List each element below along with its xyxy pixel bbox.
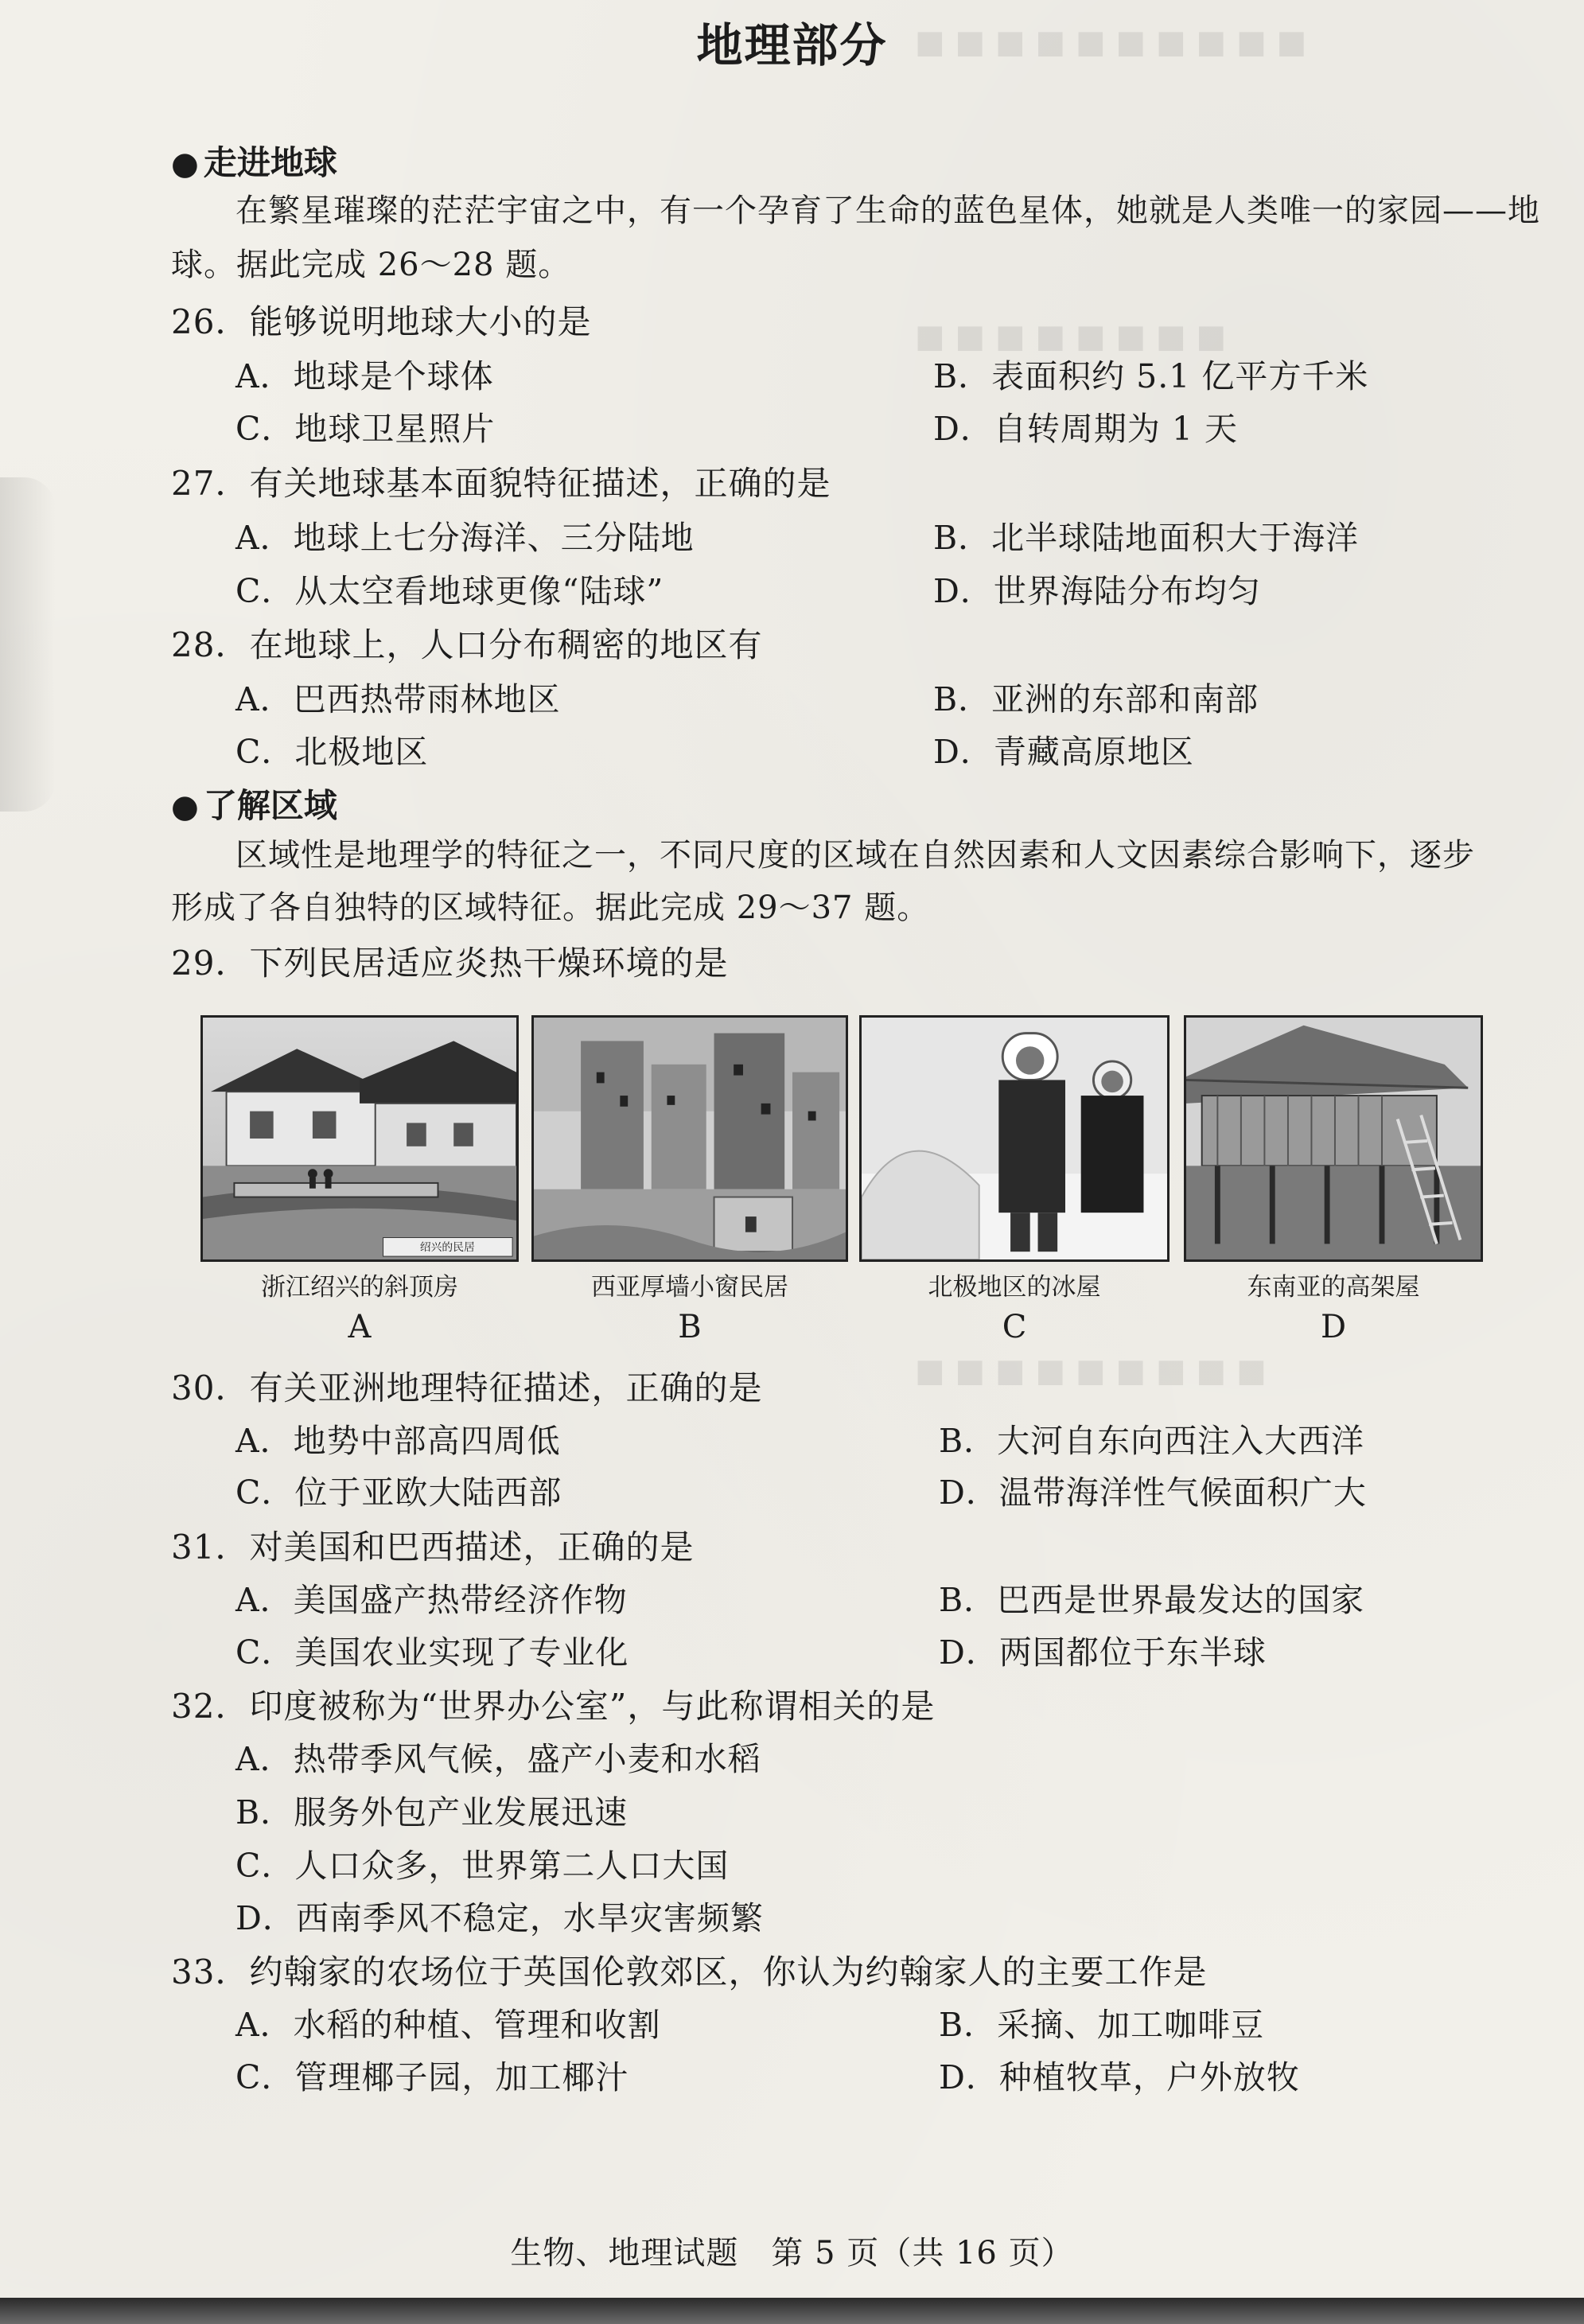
photo-watermark: 绍兴的民居	[419, 1241, 475, 1255]
question-30-option-c: C．位于亚欧大陆西部	[235, 1473, 562, 1512]
question-27-option-c: C．从太空看地球更像“陆球”	[235, 572, 664, 610]
question-29-stem: 29．下列民居适应炎热干燥环境的是	[171, 944, 729, 983]
photo-igloo	[859, 1015, 1170, 1262]
question-30-option-d: D．温带海洋性气候面积广大	[939, 1473, 1367, 1512]
question-33-option-c: C．管理椰子园，加工椰汁	[235, 2058, 629, 2096]
question-28-stem: 28．在地球上，人口分布稠密的地区有	[171, 625, 763, 664]
bleed-through: ■ ■ ■ ■ ■ ■ ■ ■	[915, 318, 1227, 355]
question-28-option-a: A．巴西热带雨林地区	[235, 680, 561, 718]
question-27-stem: 27．有关地球基本面貌特征描述，正确的是	[171, 464, 831, 503]
photo-caption-d: 东南亚的高架屋	[1247, 1273, 1420, 1302]
photo-option-letter-b: B	[678, 1309, 702, 1345]
paper-crease	[0, 477, 56, 812]
photo-option-letter-d: D	[1320, 1309, 1347, 1345]
question-28-option-c: C．北极地区	[235, 733, 429, 771]
photo-stilt-house	[1184, 1015, 1483, 1262]
page-title: 地理部分	[696, 18, 888, 72]
question-26-option-c: C．地球卫星照片	[235, 410, 496, 448]
photo-west-asia-house-image	[534, 1018, 846, 1259]
photo-option-letter-a: A	[348, 1309, 372, 1345]
section-heading-text: 了解区域	[203, 786, 337, 825]
question-33-stem: 33．约翰家的农场位于英国伦敦郊区，你认为约翰家人的主要工作是	[171, 1952, 1208, 1991]
photo-option-letter-c: C	[1002, 1309, 1027, 1345]
question-33-option-a: A．水稻的种植、管理和收割	[235, 2006, 661, 2044]
question-31-option-c: C．美国农业实现了专业化	[235, 1633, 629, 1672]
question-30-option-a: A．地势中部高四周低	[235, 1422, 561, 1460]
question-26-option-d: D．自转周期为 1 天	[933, 410, 1239, 448]
photo-zhejiang-house	[200, 1015, 519, 1262]
section-heading-text: 走进地球	[203, 143, 337, 182]
photo-igloo-image	[862, 1018, 1167, 1259]
section-heading-region	[171, 780, 337, 827]
photo-zhejiang-house-image	[203, 1018, 516, 1259]
question-31-option-b: B．巴西是世界最发达的国家	[939, 1581, 1365, 1619]
photo-west-asia-house	[531, 1015, 848, 1262]
question-28-option-b: B．亚洲的东部和南部	[933, 680, 1259, 718]
section-intro-line: 区域性是地理学的特征之一，不同尺度的区域在自然因素和人文因素综合影响下，逐步	[235, 837, 1475, 874]
question-30-stem: 30．有关亚洲地理特征描述，正确的是	[171, 1368, 763, 1407]
question-33-option-d: D．种植牧草，户外放牧	[939, 2058, 1300, 2096]
bleed-through: ■ ■ ■ ■ ■ ■ ■ ■ ■ ■	[915, 24, 1307, 60]
photo-caption-b: 西亚厚墙小窗民居	[591, 1273, 788, 1302]
question-30-option-b: B．大河自东向西注入大西洋	[939, 1422, 1365, 1460]
question-32-option-c: C．人口众多，世界第二人口大国	[235, 1847, 730, 1885]
question-27-option-a: A．地球上七分海洋、三分陆地	[235, 519, 695, 557]
section-intro-line: 球。据此完成 26～28 题。	[171, 247, 571, 283]
question-26-option-b: B．表面积约 5.1 亿平方千米	[933, 357, 1369, 395]
question-27-option-d: D．世界海陆分布均匀	[933, 572, 1261, 610]
photo-stilt-house-image	[1186, 1018, 1481, 1259]
section-heading-earth	[171, 137, 337, 185]
photo-caption-c: 北极地区的冰屋	[928, 1273, 1101, 1302]
section-intro-line: 在繁星璀璨的茫茫宇宙之中，有一个孕育了生命的蓝色星体，她就是人类唯一的家园——地	[235, 193, 1540, 229]
question-33-option-b: B．采摘、加工咖啡豆	[939, 2006, 1265, 2044]
question-32-option-d: D．西南季风不稳定，水旱灾害频繁	[235, 1899, 764, 1937]
bullet-icon: ●	[171, 145, 199, 182]
question-31-stem: 31．对美国和巴西描述，正确的是	[171, 1528, 695, 1567]
question-27-option-b: B．北半球陆地面积大于海洋	[933, 519, 1360, 557]
bleed-through: ■ ■ ■ ■ ■ ■ ■ ■ ■	[915, 1353, 1267, 1389]
page-footer: 生物、地理试题 第 5 页（共 16 页）	[510, 2235, 1074, 2271]
scan-edge	[0, 2298, 1584, 2324]
question-32-option-b: B．服务外包产业发展迅速	[235, 1793, 629, 1832]
bullet-icon: ●	[171, 788, 199, 825]
question-26-option-a: A．地球是个球体	[235, 357, 494, 395]
question-31-option-d: D．两国都位于东半球	[939, 1633, 1267, 1672]
question-28-option-d: D．青藏高原地区	[933, 733, 1194, 771]
question-31-option-a: A．美国盛产热带经济作物	[235, 1581, 628, 1619]
photo-caption-a: 浙江绍兴的斜顶房	[261, 1273, 458, 1302]
question-32-option-a: A．热带季风气候，盛产小麦和水稻	[235, 1740, 761, 1778]
question-32-stem: 32．印度被称为“世界办公室”，与此称谓相关的是	[171, 1687, 936, 1726]
section-intro-line: 形成了各自独特的区域特征。据此完成 29～37 题。	[171, 890, 930, 926]
question-26-stem: 26．能够说明地球大小的是	[171, 302, 592, 341]
